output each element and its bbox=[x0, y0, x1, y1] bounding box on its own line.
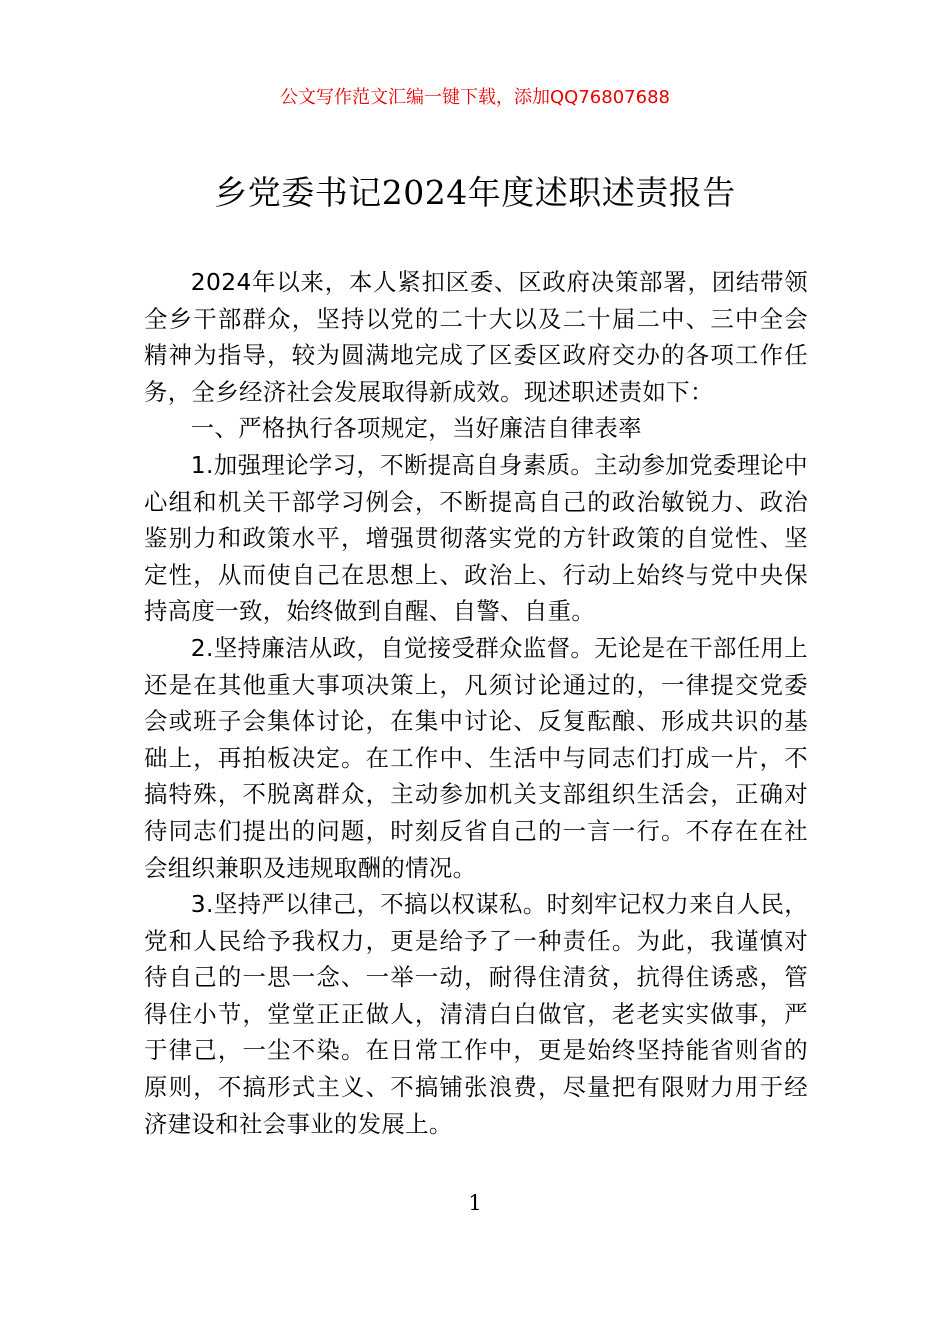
paragraph-intro: 2024年以来，本人紧扣区委、区政府决策部署，团结带领全乡干部群众，坚持以党的二十大以及二十届二中、三中全会精神为指导，较为圆满地完成了区委区政府交办的各项工作任务，全乡经济社会发展取得新成效。现述职述责如下： bbox=[144, 268, 808, 406]
page-number: 1 bbox=[468, 1191, 482, 1215]
paragraph-item-3: 3.坚持严以律己，不搞以权谋私。时刻牢记权力来自人民，党和人民给予我权力，更是给予了一种责任。为此，我谨慎对待自己的一思一念、一举一动，耐得住清贫，抗得住诱惑，管得住小节，堂堂正正做人，清清白白做官，老老实实做事，严于律己，一尘不染。在日常工作中，更是始终坚持能省则省的原则，不搞形式主义、不搞铺张浪费，尽量把有限财力用于经济建设和社会事业的发展上。 bbox=[144, 890, 808, 1138]
document-title: 乡党委书记2024年度述职述责报告 bbox=[214, 173, 736, 212]
paragraph-item-2: 2.坚持廉洁从政，自觉接受群众监督。无论是在干部任用上还是在其他重大事项决策上，凡须讨论通过的，一律提交党委会或班子会集体讨论，在集中讨论、反复酝酿、形成共识的基础上，再拍板决定。在工作中、生活中与同志们打成一片，不搞特殊，不脱离群众，主动参加机关支部组织生活会，正确对待同志们提出的问题，时刻反省自己的一言一行。不存在在社会组织兼职及违规取酬的情况。 bbox=[144, 633, 808, 882]
paragraph-item-1: 1.加强理论学习，不断提高自身素质。主动参加党委理论中心组和机关干部学习例会，不断提高自己的政治敏锐力、政治鉴别力和政策水平，增强贯彻落实党的方针政策的自觉性、坚定性，从而使自己在思想上、政治上、行动上始终与党中央保持高度一致，始终做到自醒、自警、自重。 bbox=[144, 450, 808, 626]
section-heading-1: 一、严格执行各项规定，当好廉洁自律表率 bbox=[190, 414, 642, 443]
download-notice: 公文写作范文汇编一键下载，添加QQ76807688 bbox=[280, 87, 670, 108]
document-body bbox=[144, 264, 808, 1142]
